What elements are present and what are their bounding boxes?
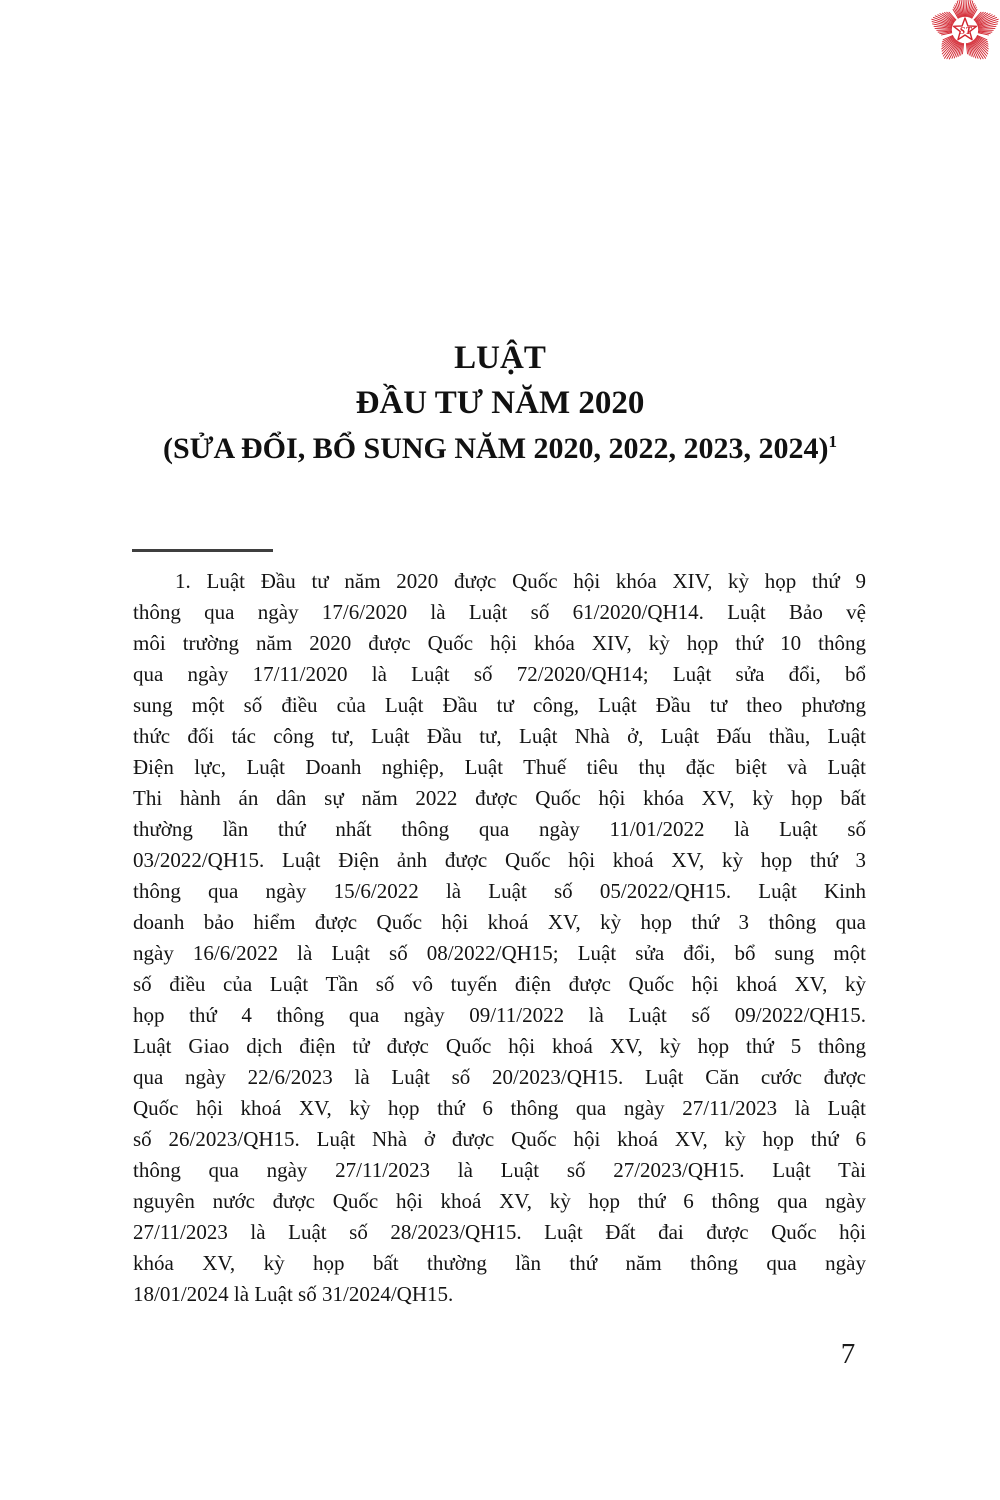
footnote-line: ngày 16/6/2022 là Luật số 08/2022/QH15; Luật sửa đổi, bổ sung một <box>133 941 866 965</box>
footnote-separator-rule <box>132 549 273 552</box>
page-number: 7 <box>840 1338 856 1370</box>
footnote-line: nguyên nước được Quốc hội khoá XV, kỳ họp thứ 6 thông qua ngày <box>133 1189 866 1213</box>
footnote-line: qua ngày 17/11/2020 là Luật số 72/2020/QH14; Luật sửa đổi, bổ <box>133 662 866 686</box>
document-title <box>133 336 867 471</box>
logo-monogram: ST <box>959 26 972 38</box>
footnote-line: thông qua ngày 27/11/2023 là Luật số 27/2023/QH15. Luật Tài <box>133 1158 866 1182</box>
footnote-line: doanh bảo hiểm được Quốc hội khoá XV, kỳ họp thứ 3 thông qua <box>133 910 866 934</box>
footnote-line: 27/11/2023 là Luật số 28/2023/QH15. Luật Đất đai được Quốc hội <box>133 1220 866 1244</box>
footnote-line: sung một số điều của Luật Đầu tư công, Luật Đầu tư theo phương <box>133 693 866 717</box>
footnote-line: 18/01/2024 là Luật số 31/2024/QH15. <box>133 1282 454 1306</box>
footnote-line: Thi hành án dân sự năm 2022 được Quốc hội khóa XV, kỳ họp bất <box>133 786 866 810</box>
footnote-line: thường lần thứ nhất thông qua ngày 11/01/2022 là Luật số <box>133 817 866 841</box>
footnote-line: số điều của Luật Tần số vô tuyến điện được Quốc hội khoá XV, kỳ <box>133 972 866 996</box>
footnote-line: qua ngày 22/6/2023 là Luật số 20/2023/QH15. Luật Căn cước được <box>133 1065 866 1089</box>
footnote-line: 1. Luật Đầu tư năm 2020 được Quốc hội khóa XIV, kỳ họp thứ 9 <box>175 569 866 593</box>
title-line-1: LUẬT <box>454 340 546 376</box>
publisher-logo <box>925 0 1000 71</box>
starburst-star-icon <box>925 0 1000 71</box>
footnote-line: thức đối tác công tư, Luật Đầu tư, Luật Nhà ở, Luật Đấu thầu, Luật <box>133 724 866 748</box>
footnote-line: 03/2022/QH15. Luật Điện ảnh được Quốc hội khoá XV, kỳ họp thứ 3 <box>133 848 866 872</box>
footnote-reference-mark: 1 <box>828 432 838 451</box>
footnote-line: Quốc hội khoá XV, kỳ họp thứ 6 thông qua ngày 27/11/2023 là Luật <box>133 1096 866 1120</box>
footnote-line: thông qua ngày 17/6/2020 là Luật số 61/2020/QH14. Luật Bảo vệ <box>133 600 866 624</box>
footnote-line: số 26/2023/QH15. Luật Nhà ở được Quốc hội khoá XV, kỳ họp thứ 6 <box>133 1127 866 1151</box>
title-line-2: ĐẦU TƯ NĂM 2020 <box>355 385 645 421</box>
title-line-3-text: (SỬA ĐỔI, BỔ SUNG NĂM 2020, 2022, 2023, 2024) <box>162 432 829 465</box>
footnote-text <box>133 566 866 1310</box>
footnote-line: họp thứ 4 thông qua ngày 09/11/2022 là Luật số 09/2022/QH15. <box>133 1003 866 1027</box>
footnote-line: môi trường năm 2020 được Quốc hội khóa XIV, kỳ họp thứ 10 thông <box>133 631 866 655</box>
footnote-line: Điện lực, Luật Doanh nghiệp, Luật Thuế tiêu thụ đặc biệt và Luật <box>133 755 866 779</box>
footnote-line: thông qua ngày 15/6/2022 là Luật số 05/2022/QH15. Luật Kinh <box>133 879 866 903</box>
footnote-line: khóa XV, kỳ họp bất thường lần thứ năm thông qua ngày <box>133 1251 866 1275</box>
footnote-line: Luật Giao dịch điện tử được Quốc hội khoá XV, kỳ họp thứ 5 thông <box>133 1034 866 1058</box>
title-line-3 <box>133 426 867 471</box>
